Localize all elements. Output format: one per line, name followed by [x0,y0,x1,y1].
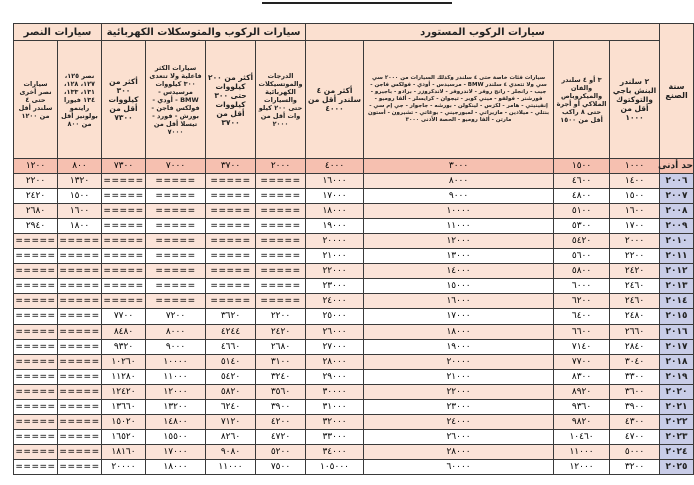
value-cell: ٢٠٠٠٠ [102,459,146,474]
value-cell: ١٤٨٠٠ [146,414,206,429]
col-header-4-cylinder: ٣ أو ٤ سلندر والفان والميكروباص الملاكي أو أجرة حتى ٨ راكب أقل من ١٥٠٠ [554,41,610,159]
year-cell: ٢٠١٢ [660,264,694,279]
value-cell: ===== [102,249,146,264]
value-cell: ٧٢٠٠ [146,309,206,324]
value-cell: ٢٤٢٠ [14,189,58,204]
value-cell: ٧١٢٠ [206,414,256,429]
value-cell: ===== [206,204,256,219]
value-cell: ===== [14,279,58,294]
value-cell: ٢٩٤٠ [14,219,58,234]
value-cell: ١٢٠٠٠ [364,234,554,249]
value-cell: ===== [58,384,102,399]
value-cell: ١٧٠٠٠ [146,444,206,459]
value-cell: ١٥٠٢٠ [102,414,146,429]
value-cell: ===== [102,189,146,204]
table-row [14,174,694,189]
table-row [14,339,694,354]
value-cell: ٨٩٢٠ [554,384,610,399]
year-cell: حد أدنى [660,159,694,174]
table-row [14,189,694,204]
value-cell: ===== [256,279,306,294]
value-cell: ===== [146,264,206,279]
value-cell: ١٧٠٠٠ [364,309,554,324]
value-cell: ٥٦٠٠ [554,249,610,264]
value-cell: ٥٣٠٠ [554,219,610,234]
value-cell: ===== [58,444,102,459]
value-cell: ١٤٠٠٠ [364,264,554,279]
value-cell: ١٠٢٦٠ [102,354,146,369]
value-cell: ٢٨٠٠٠ [364,444,554,459]
value-cell: ١٦٥٢٠ [102,429,146,444]
value-cell: ٢٨٠٠٠ [306,354,364,369]
col-header-electric-premium: سيارات الكثر فاعلية ولا تتعدى ٣٠٠ كيلووات مرسيدس - BMW - أودي - فولكس فاجن - بورش - فورد - تيسلا أقل من ٧٠٠٠ [146,41,206,159]
value-cell: ٥٨٢٠ [206,384,256,399]
value-cell: ٥٤٢٠ [554,234,610,249]
value-cell: ٣٤٠٠٠ [306,444,364,459]
table-row [14,249,694,264]
value-cell: ٧٠٠٠ [146,159,206,174]
value-cell: ===== [14,384,58,399]
value-cell: ===== [58,324,102,339]
value-cell: ٢٥٠٠٠ [306,309,364,324]
value-cell: ١٨٠٠٠ [306,204,364,219]
value-cell: ٧٧٠٠ [554,354,610,369]
value-cell: ===== [256,189,306,204]
value-cell: ٥٤٢٠ [206,369,256,384]
value-cell: ===== [102,279,146,294]
value-cell: ===== [102,174,146,189]
value-cell: ===== [14,399,58,414]
value-cell: ٦٢٤٠ [206,399,256,414]
value-cell: ٢٤٦٠ [610,279,660,294]
year-cell: ٢٠١٣ [660,279,694,294]
year-cell: ٢٠١٩ [660,369,694,384]
value-cell: ===== [206,189,256,204]
value-cell: ١٥٠٠ [554,159,610,174]
value-cell: ١١٠٠٠ [364,219,554,234]
value-cell: ٣٠٤٠ [610,354,660,369]
value-cell: ١٠٠٠٠ [364,204,554,219]
value-cell: ٢٣٠٠٠ [306,279,364,294]
value-cell: ٣٠٠٠٠ [306,384,364,399]
year-cell: ٢٠١١ [660,249,694,264]
value-cell: ٢٢٠٠ [256,309,306,324]
value-cell: ٣١٠٠٠ [306,399,364,414]
value-cell: ٢٢٠٠ [14,174,58,189]
year-cell: ٢٠٢٢ [660,414,694,429]
table-row [14,219,694,234]
value-cell: ١٣٦٦٠ [102,399,146,414]
table-row [14,354,694,369]
value-cell: ٥٠٠٠ [610,444,660,459]
year-cell: ٢٠٢٥ [660,459,694,474]
value-cell: ===== [58,369,102,384]
value-cell: ٦٠٠٠ [554,279,610,294]
value-cell: ٨٤٨٠ [102,324,146,339]
value-cell: ٣٠٠٠ [364,159,554,174]
value-cell: ===== [206,279,256,294]
table-row [14,444,694,459]
value-cell: ١٦٠٠٠ [306,174,364,189]
col-header-special-class: سيارات فئات خاصة حتى ٤ سلندر وكذلك السيارات من ٢٠٠٠ سي سي ولا تتعدي ٤ سلندر BMW - مرسيدس - أودي - فولكس فاجن - جيب - رانجلر - رانج روفر - لاندروفر - لاندكروزر - برادو - باجيرو - فورشنر - فولفو - ميني كوبر - تيجوان - كرايسلر - ألفا روميو - إنفينيتي - هامر - لكزس - لينكولن - بورشه - جاجوار - جي إم سي - بنتلي - ميلادين - مازيراتي - لمبورجيني - بوغاتي - تشيرون - أستون مارتن - ألفا روميو - الحصة الأدنى ٣٠٠٠ [364,41,554,159]
value-cell: ٣٢٠٠٠ [306,414,364,429]
year-cell: ٢٠٢٠ [660,384,694,399]
value-cell: ===== [14,249,58,264]
value-cell: ٢٤٠٠٠ [306,294,364,309]
value-cell: ١٨٠٠٠ [364,324,554,339]
value-cell: ٢٢٠٠ [610,249,660,264]
value-cell: ===== [102,264,146,279]
value-cell: ===== [14,369,58,384]
group-nasr-header: سيارات النصر [14,24,102,41]
value-cell: ١٥٠٠ [58,189,102,204]
table-row [14,429,694,444]
col-header-2-cylinder: ٢ سلندر البنش باجي والتوكتوك أقل من ١٠٠٠ [610,41,660,159]
value-cell: ٣٩٠٠ [610,399,660,414]
value-cell: ٢٦٨٠ [14,204,58,219]
value-cell: ===== [256,264,306,279]
year-cell: ٢٠٠٨ [660,204,694,219]
value-cell: ٨٠٠٠ [146,324,206,339]
value-cell: ١٨١٦٠ [102,444,146,459]
value-cell: ٩٠٠٠ [364,189,554,204]
value-cell: ===== [206,264,256,279]
year-cell: ٢٠٠٩ [660,219,694,234]
value-cell: ٢٤٦٠ [610,294,660,309]
value-cell: ١٣٠٠٠ [364,249,554,264]
table-row [14,279,694,294]
value-cell: ===== [146,249,206,264]
value-cell: ===== [58,309,102,324]
value-cell: ===== [58,264,102,279]
value-cell: ٣١٠٠ [256,354,306,369]
value-cell: ===== [14,324,58,339]
value-cell: ١٦٠٠ [58,204,102,219]
value-cell: ===== [58,339,102,354]
value-cell: ٢١٠٠٠ [364,369,554,384]
value-cell: ٨٠٠٠ [364,174,554,189]
value-cell: ٦٦٠٠ [554,324,610,339]
value-cell: ٣٩٠٠ [256,399,306,414]
value-cell: ===== [146,189,206,204]
value-cell: ٢٧٠٠٠ [306,339,364,354]
value-cell: ٢٦٠٠٠ [364,429,554,444]
value-cell: ٧١٤٠ [554,339,610,354]
value-cell: ٤٦٠٠ [554,174,610,189]
value-cell: ٥١٤٠ [206,354,256,369]
value-cell: ٩٣٦٠ [554,399,610,414]
value-cell: ===== [102,294,146,309]
value-cell: ١٠٤٦٠ [554,429,610,444]
value-cell: ١١٠٠٠ [554,444,610,459]
value-cell: ٢٤٢٠ [256,324,306,339]
value-cell: ===== [58,414,102,429]
value-cell: ٢٠٠٠ [256,159,306,174]
value-cell: ٩٠٨٠ [206,444,256,459]
value-cell: ٤٢٠٠ [256,414,306,429]
table-row [14,309,694,324]
value-cell: ٦٠٠٠٠ [364,459,554,474]
year-cell: ٢٠١٤ [660,294,694,309]
value-cell: ٢٨٤٠ [610,339,660,354]
value-cell: ١٢٠٠ [14,159,58,174]
value-cell: ===== [146,294,206,309]
value-cell: ٣٣٠٠٠ [306,429,364,444]
value-cell: ٣٣٠٠ [610,369,660,384]
value-cell: ١٩٠٠٠ [306,219,364,234]
value-cell: ===== [206,174,256,189]
table-row [14,369,694,384]
value-cell: ===== [256,249,306,264]
value-cell: ٣٢٠٠ [610,459,660,474]
value-cell: ٨٣٠٠ [554,369,610,384]
value-cell: ١٠٠٠٠ [146,354,206,369]
value-cell: ٢٢٠٠٠ [306,264,364,279]
value-cell: ٦٢٠٠ [554,294,610,309]
value-cell: ===== [256,219,306,234]
value-cell: ===== [14,354,58,369]
value-cell: ===== [102,204,146,219]
value-cell: ٧٧٠٠ [102,309,146,324]
value-cell: ٢٩٠٠٠ [306,369,364,384]
value-cell: ١٢٠٠٠ [554,459,610,474]
value-cell: ١٠٥٠٠٠ [306,459,364,474]
value-cell: ٤٠٠٠ [306,159,364,174]
value-cell: ٤٣٠٠ [610,414,660,429]
value-cell: ٢٢٠٠٠ [364,384,554,399]
value-cell: ٣٢٤٠ [256,369,306,384]
value-cell: ===== [256,234,306,249]
table-row [14,459,694,474]
value-cell: ٨٢٦٠ [206,429,256,444]
value-cell: ===== [14,294,58,309]
value-cell: ١٦٠٠٠ [364,294,554,309]
value-cell: ١٨٠٠٠ [146,459,206,474]
value-cell: ٢٦٠٠٠ [306,324,364,339]
value-cell: ===== [256,174,306,189]
value-cell: ١٤٠٠ [610,174,660,189]
table-row [14,384,694,399]
value-cell: ===== [206,249,256,264]
value-cell: ===== [58,354,102,369]
value-cell: ٣٦٠٠ [610,384,660,399]
value-cell: ===== [146,234,206,249]
col-header-nasr-other: سيارات نصر أخرى حتى ٤ سلندر أقل من ١٢٠٠ [14,41,58,159]
table-row [14,324,694,339]
value-cell: ٦٤٠٠ [554,309,610,324]
value-cell: ===== [14,444,58,459]
table-row [14,399,694,414]
value-cell: ===== [58,234,102,249]
value-cell: ١٢٠٠٠ [146,384,206,399]
year-cell: ٢٠٢٤ [660,444,694,459]
value-cell: ٢٤٢٠ [610,264,660,279]
value-cell: ٧٥٠٠ [256,459,306,474]
value-cell: ===== [206,234,256,249]
value-cell: ٤٧٠٠ [610,429,660,444]
value-cell: ٤٧٢٠ [256,429,306,444]
year-cell: ٢٠١٥ [660,309,694,324]
value-cell: ١٨٠٠ [58,219,102,234]
year-column-header: سنة الصنع [660,24,694,159]
table-row [14,159,694,174]
year-cell: ٢٠١٨ [660,354,694,369]
value-cell: ٥١٠٠ [554,204,610,219]
value-cell: ٣٦٢٠ [206,309,256,324]
value-cell: ١١٢٨٠ [102,369,146,384]
value-cell: ٣٥٦٠ [256,384,306,399]
value-cell: ===== [14,264,58,279]
value-cell: ٢٠٠٠٠ [364,354,554,369]
value-cell: ===== [14,339,58,354]
group-electric-header: سيارات الركوب والمتوسكلات الكهربائية [102,24,306,41]
value-cell: ===== [206,294,256,309]
value-cell: ===== [256,294,306,309]
col-header-electric-300kw: أكثر من ٢٠٠ كيلووات حتى ٣٠٠ كيلووات أقل من ٣٧٠٠ [206,41,256,159]
title-underline [262,2,452,4]
year-cell: ٢٠١٦ [660,324,694,339]
value-cell: ===== [58,459,102,474]
value-cell: ===== [146,279,206,294]
value-cell: ===== [14,429,58,444]
value-cell: ٢٦٦٠ [610,324,660,339]
value-cell: ٤٨٠٠ [554,189,610,204]
value-cell: ١٩٠٠٠ [364,339,554,354]
value-cell: ===== [14,459,58,474]
year-cell: ٢٠١٠ [660,234,694,249]
year-cell: ٢٠٢١ [660,399,694,414]
table-row [14,234,694,249]
value-cell: ٢٣٠٠٠ [364,399,554,414]
value-cell: ===== [146,174,206,189]
value-cell: ٢٠٠٠ [610,234,660,249]
value-cell: ===== [102,219,146,234]
value-cell: ١٧٠٠ [610,219,660,234]
value-cell: ٥٢٠٠ [256,444,306,459]
value-cell: ===== [14,414,58,429]
year-cell: ٢٠٠٧ [660,189,694,204]
group-import-header: سيارات الركوب المستورد [306,24,660,41]
value-cell: ٧٣٠٠ [102,159,146,174]
car-fees-table [13,23,694,475]
value-cell: ٥٨٠٠ [554,264,610,279]
value-cell: ===== [58,279,102,294]
value-cell: ٩٣٢٠ [102,339,146,354]
value-cell: ===== [58,399,102,414]
table-row [14,294,694,309]
value-cell: ١٢٤٢٠ [102,384,146,399]
year-cell: ٢٠٢٣ [660,429,694,444]
value-cell: ===== [58,429,102,444]
value-cell: ١٥٥٠٠ [146,429,206,444]
value-cell: ١٠٠٠ [610,159,660,174]
value-cell: ١٧٠٠٠ [306,189,364,204]
value-cell: ٨٠٠ [58,159,102,174]
value-cell: ٣٧٠٠ [206,159,256,174]
col-header-electric-200kw: الدرجات والموتسيكلات الكهربائية والسيارات حتى ٢٠٠ كيلو وات أقل من ٢٠٠٠ [256,41,306,159]
value-cell: ١٥٠٠ [610,189,660,204]
year-cell: ٢٠١٧ [660,339,694,354]
value-cell: ٤٦٦٠ [206,339,256,354]
value-cell: ===== [146,219,206,234]
col-header-electric-over-300kw: أكثر من ٣٠٠ كيلووات أقل من ٧٣٠٠ [102,41,146,159]
value-cell: ١٣٢٠ [58,174,102,189]
value-cell: ٢١٠٠٠ [306,249,364,264]
value-cell: ٩٨٢٠ [554,414,610,429]
value-cell: ٢٤٠٠٠ [364,414,554,429]
table-row [14,204,694,219]
value-cell: ===== [146,204,206,219]
value-cell: ١٣٢٠٠ [146,399,206,414]
value-cell: ١١٠٠٠ [206,459,256,474]
value-cell: ١٦٠٠ [610,204,660,219]
value-cell: ===== [256,204,306,219]
value-cell: ١١٠٠٠ [146,369,206,384]
value-cell: ===== [58,294,102,309]
col-header-nasr-models: نصر ١٢٥، ١٢٧، ١٢٨، ١٣١، ١٣٣، ١٣٤ فيورا رايتمو بولونيز أقل من ٨٠٠ [58,41,102,159]
value-cell: ===== [14,234,58,249]
value-cell: ٩٠٠٠ [146,339,206,354]
value-cell: ٤٢٤٤ [206,324,256,339]
table-row [14,264,694,279]
table-row [14,414,694,429]
value-cell: ===== [102,234,146,249]
value-cell: ٢٦٨٠ [256,339,306,354]
value-cell: ١٥٠٠٠ [364,279,554,294]
value-cell: ===== [58,249,102,264]
value-cell: ٢٠٠٠٠ [306,234,364,249]
value-cell: ٢٤٨٠ [610,309,660,324]
value-cell: ===== [14,309,58,324]
year-cell: ٢٠٠٦ [660,174,694,189]
col-header-over-4-cylinder: أكثر من ٤ سلندر أقل من ٤٠٠٠ [306,41,364,159]
value-cell: ===== [206,219,256,234]
